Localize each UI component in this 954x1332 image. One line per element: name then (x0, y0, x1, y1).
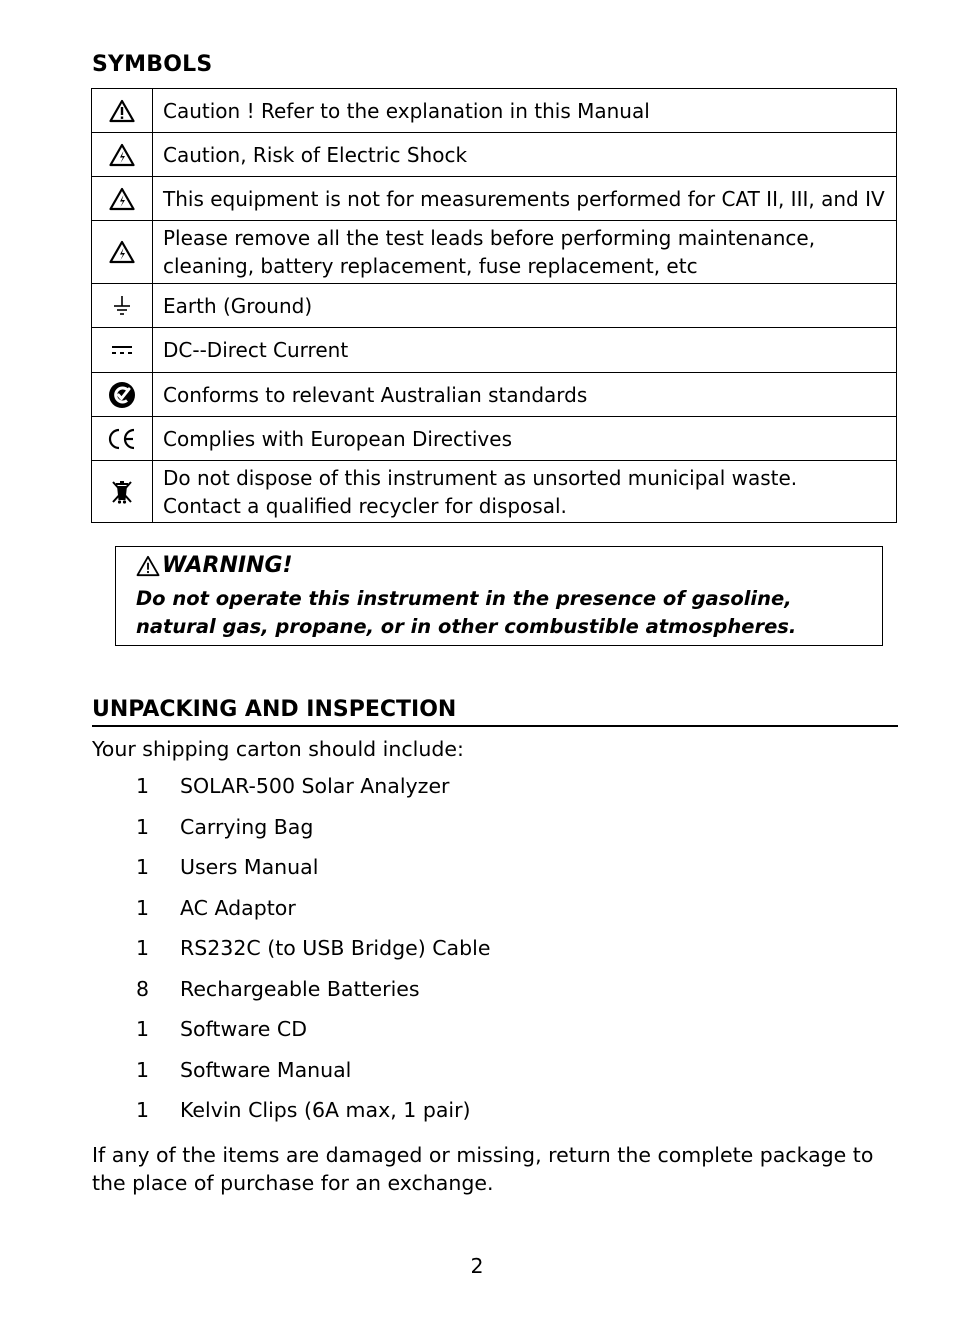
symbol-row (92, 284, 897, 328)
symbol-description: This equipment is not for measurements performed for CAT II, III, and IV (163, 186, 885, 211)
item-name: Software CD (180, 1017, 307, 1041)
item-name: RS232C (to USB Bridge) Cable (180, 936, 491, 960)
item-name: SOLAR-500 Solar Analyzer (180, 774, 450, 798)
symbols-heading: SYMBOLS (92, 52, 213, 77)
unpacking-heading: UNPACKING AND INSPECTION (92, 697, 898, 727)
unpacking-note: If any of the items are damaged or missing, return the complete package to the place of purchase for an exchange. (92, 1143, 874, 1195)
item-quantity: 1 (136, 855, 150, 879)
electric-shock-icon (92, 177, 153, 221)
warning-title (136, 553, 293, 578)
symbol-row (92, 221, 897, 284)
symbol-row (92, 133, 897, 177)
item-quantity: 1 (136, 896, 150, 920)
symbols-table (91, 88, 897, 523)
caution-exclamation-icon (92, 89, 153, 133)
dc-current-icon (92, 328, 153, 373)
symbol-description: Caution, Risk of Electric Shock (163, 142, 468, 167)
symbol-row (92, 89, 897, 133)
warning-box (115, 546, 883, 646)
symbol-row (92, 177, 897, 221)
page-number: 2 (470, 1254, 484, 1278)
item-quantity: 1 (136, 1017, 150, 1041)
warning-text: Do not operate this instrument in the presence of gasoline, natural gas, propane, or in other combustible atmospheres. (136, 587, 797, 638)
item-name: Rechargeable Batteries (180, 977, 420, 1001)
item-name: Users Manual (180, 855, 319, 879)
symbol-description: Do not dispose of this instrument as unsorted municipal waste. Contact a qualified recycler for disposal. (163, 465, 798, 518)
item-quantity: 1 (136, 936, 150, 960)
symbol-description: Conforms to relevant Australian standards (163, 382, 588, 407)
warning-title-text: WARNING! (162, 553, 293, 578)
item-quantity: 1 (136, 1098, 150, 1122)
item-quantity: 1 (136, 1058, 150, 1082)
symbol-description: DC--Direct Current (163, 338, 349, 362)
ce-mark-icon (92, 417, 153, 461)
symbol-description: Earth (Ground) (163, 293, 313, 318)
symbol-description: Please remove all the test leads before performing maintenance, cleaning, battery replacement, fuse replacement, etc (163, 226, 816, 278)
symbol-row (92, 461, 897, 523)
item-name: Carrying Bag (180, 815, 314, 839)
electric-shock-icon (92, 221, 153, 284)
symbol-row (92, 417, 897, 461)
earth-ground-icon (92, 284, 153, 328)
item-name: Software Manual (180, 1058, 352, 1082)
item-name: AC Adaptor (180, 896, 296, 920)
item-name: Kelvin Clips (6A max, 1 pair) (180, 1098, 471, 1122)
item-quantity: 1 (136, 815, 150, 839)
c-tick-icon (92, 373, 153, 417)
item-quantity: 1 (136, 774, 150, 798)
item-quantity: 8 (136, 977, 150, 1001)
unpacking-intro: Your shipping carton should include: (92, 737, 464, 761)
caution-exclamation-icon (136, 555, 160, 577)
electric-shock-icon (92, 133, 153, 177)
weee-bin-icon (92, 461, 153, 523)
symbol-row (92, 373, 897, 417)
symbol-description: Complies with European Directives (163, 426, 512, 451)
symbol-row (92, 328, 897, 373)
symbol-description: Caution ! Refer to the explanation in this Manual (163, 98, 650, 123)
